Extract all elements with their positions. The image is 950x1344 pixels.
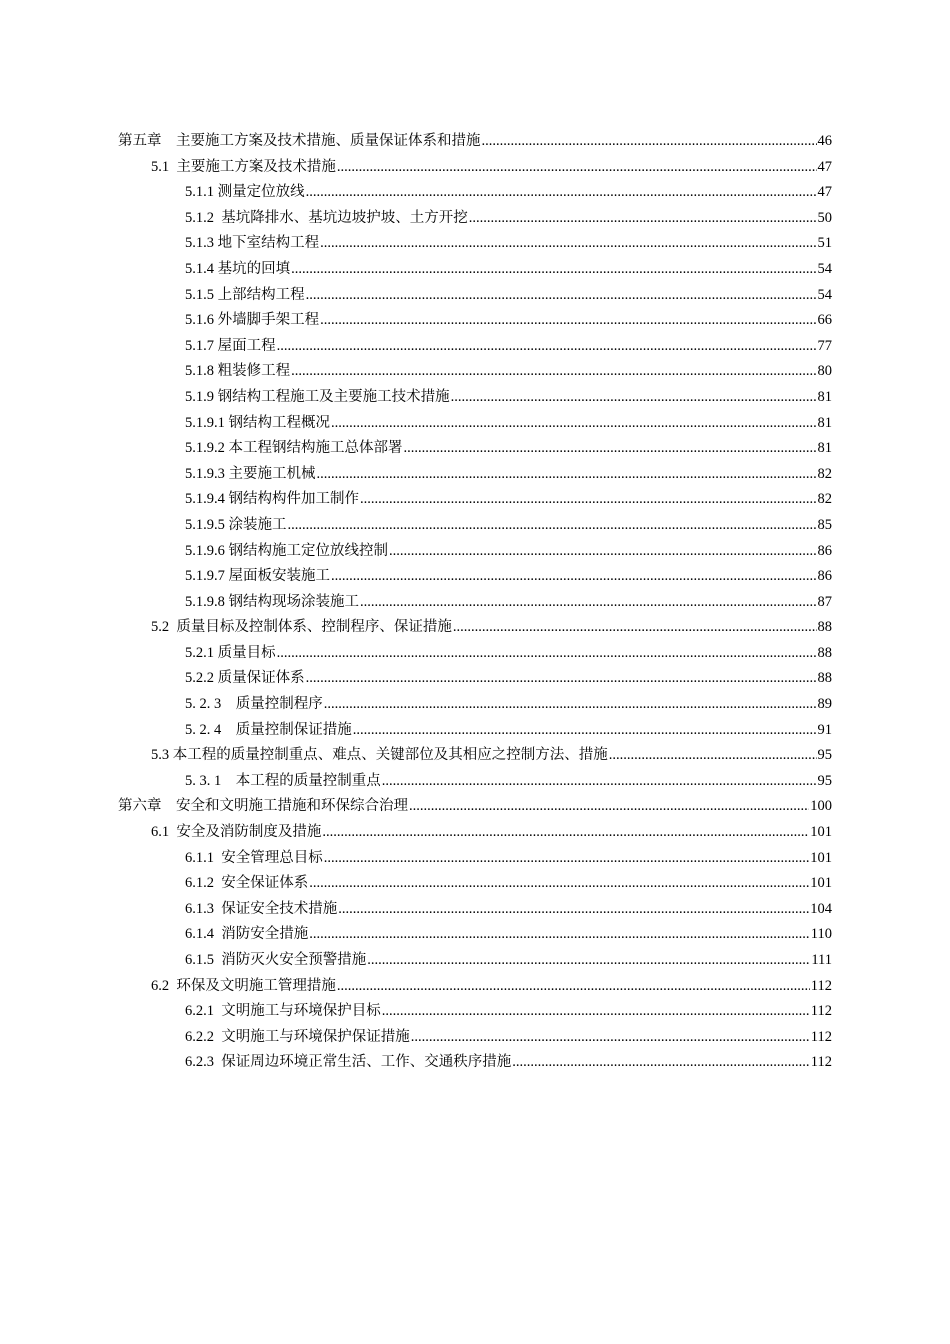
toc-entry-title: 5. 2. 3 质量控制程序: [185, 696, 323, 713]
toc-entry-page-number: 88: [817, 619, 832, 636]
toc-entry-title: 5.2.1 质量目标: [185, 644, 276, 661]
toc-entry-page-number: 81: [817, 414, 832, 431]
toc-entry-page-number: 86: [817, 568, 832, 585]
toc-dot-leader: [322, 820, 809, 846]
toc-dot-leader: [331, 564, 817, 590]
toc-entry-page-number: 111: [811, 952, 832, 968]
toc-entry-page-number: 95: [817, 772, 832, 789]
toc-entry-page-number: 86: [817, 542, 832, 559]
toc-entry[interactable]: [0, 974, 950, 1000]
toc-entry-title: 第六章 安全和文明施工措施和环保综合治理: [118, 798, 408, 815]
toc-entry-title: 6.1.3 保证安全技术措施: [185, 900, 338, 917]
toc-entry-page-number: 101: [810, 849, 832, 866]
toc-entry-page-number: 112: [810, 977, 832, 994]
toc-entry-page-number: 82: [817, 465, 832, 482]
toc-entry-page-number: 87: [817, 593, 832, 610]
toc-entry-page-number: 112: [810, 1054, 832, 1071]
toc-entry-page-number: 95: [817, 747, 832, 764]
toc-dot-leader: [482, 129, 817, 155]
toc-entry-title: 5.1.9.3 主要施工机械: [185, 465, 316, 482]
toc-entry-page-number: 80: [817, 363, 832, 380]
toc-entry-title: 5.1.1 测量定位放线: [185, 184, 305, 201]
toc-entry[interactable]: [0, 359, 950, 385]
toc-dot-leader: [309, 871, 809, 897]
toc-entry-title: 6.2.1 文明施工与环境保护目标: [185, 1003, 381, 1020]
toc-entry[interactable]: [0, 436, 950, 462]
toc-entry-page-number: 101: [810, 875, 832, 892]
toc-dot-leader: [512, 1050, 810, 1076]
toc-dot-leader: [382, 769, 817, 795]
toc-entry[interactable]: [0, 539, 950, 565]
toc-entry-title: 5.1.2 基坑降排水、基坑边坡护坡、土方开挖: [185, 209, 468, 226]
toc-entry[interactable]: [0, 846, 950, 872]
toc-entry-page-number: 50: [817, 209, 832, 226]
toc-dot-leader: [404, 436, 817, 462]
toc-dot-leader: [469, 206, 817, 232]
toc-entry-page-number: 81: [817, 388, 832, 405]
toc-entry-page-number: 51: [817, 235, 832, 252]
toc-entry[interactable]: [0, 564, 950, 590]
toc-entry[interactable]: [0, 1050, 950, 1076]
toc-entry-title: 5.1.9.8 钢结构现场涂装施工: [185, 593, 359, 610]
toc-entry-title: 5.1.9 钢结构工程施工及主要施工技术措施: [185, 388, 450, 405]
toc-entry-page-number: 104: [810, 900, 832, 917]
toc-entry-title: 5.3 本工程的质量控制重点、难点、关键部位及其相应之控制方法、措施: [151, 747, 608, 764]
toc-entry-title: 5.1.9.1 钢结构工程概况: [185, 414, 330, 431]
toc-dot-leader: [338, 897, 809, 923]
toc-entry-page-number: 110: [810, 926, 832, 943]
toc-entry[interactable]: [0, 948, 950, 974]
toc-entry[interactable]: [0, 462, 950, 488]
toc-dot-leader: [291, 257, 816, 283]
toc-entry-title: 5.1.9.7 屋面板安装施工: [185, 568, 330, 585]
toc-entry-title: 5.2.2 质量保证体系: [185, 670, 305, 687]
toc-dot-leader: [389, 539, 817, 565]
toc-entry[interactable]: [0, 590, 950, 616]
toc-entry[interactable]: [0, 206, 950, 232]
toc-entry-title: 5.1.8 粗装修工程: [185, 363, 291, 380]
toc-entry[interactable]: [0, 871, 950, 897]
toc-entry-title: 5.1.9.5 涂装施工: [185, 516, 287, 533]
toc-entry-page-number: 88: [817, 670, 832, 687]
toc-entry-title: 5.1.6 外墙脚手架工程: [185, 312, 320, 329]
toc-entry-title: 6.1.2 安全保证体系: [185, 875, 309, 892]
toc-dot-leader: [451, 385, 817, 411]
toc-entry-title: 6.1 安全及消防制度及措施: [151, 824, 322, 841]
toc-entry[interactable]: [0, 615, 950, 641]
toc-dot-leader: [360, 590, 817, 616]
toc-dot-leader: [331, 411, 817, 437]
toc-entry[interactable]: [0, 666, 950, 692]
toc-dot-leader: [324, 692, 817, 718]
toc-entry[interactable]: [0, 820, 950, 846]
toc-entry-title: 5.1.7 屋面工程: [185, 337, 276, 354]
toc-entry[interactable]: [0, 692, 950, 718]
toc-entry-page-number: 91: [817, 721, 832, 738]
toc-entry-page-number: 46: [817, 133, 832, 149]
toc-entry-page-number: 89: [817, 696, 832, 713]
toc-entry-page-number: 85: [817, 516, 832, 533]
toc-entry-page-number: 77: [817, 337, 832, 354]
toc-entry[interactable]: [0, 794, 950, 820]
toc-entry-title: 5.1.3 地下室结构工程: [185, 235, 320, 252]
toc-entry-page-number: 100: [810, 798, 832, 815]
toc-dot-leader: [291, 359, 816, 385]
toc-entry[interactable]: [0, 1025, 950, 1051]
toc-dot-leader: [320, 231, 816, 257]
toc-entry-title: 6.2.2 文明施工与环境保护保证措施: [185, 1028, 410, 1045]
toc-entry-page-number: 54: [817, 286, 832, 303]
toc-dot-leader: [317, 462, 817, 488]
toc-dot-leader: [411, 1025, 810, 1051]
toc-entry-title: 5.1 主要施工方案及技术措施: [151, 158, 336, 175]
toc-entry-page-number: 112: [810, 1003, 832, 1020]
toc-dot-leader: [306, 180, 817, 206]
toc-entry-page-number: 47: [817, 158, 832, 175]
toc-entry-title: 5.2 质量目标及控制体系、控制程序、保证措施: [151, 619, 452, 636]
toc-entry[interactable]: [0, 897, 950, 923]
toc-entry-title: 5.1.4 基坑的回填: [185, 260, 291, 277]
toc-dot-leader: [320, 308, 816, 334]
toc-dot-leader: [306, 283, 817, 309]
toc-entry[interactable]: [0, 231, 950, 257]
toc-dot-leader: [609, 743, 817, 769]
toc-entry-title: 5.1.5 上部结构工程: [185, 286, 305, 303]
toc-entry-title: 6.1.5 消防灭火安全预警措施: [185, 952, 367, 968]
toc-entry[interactable]: [0, 411, 950, 437]
toc-entry[interactable]: [0, 743, 950, 769]
toc-entry[interactable]: [0, 922, 950, 948]
toc-entry-title: 5. 3. 1 本工程的质量控制重点: [185, 772, 381, 789]
toc-entry-page-number: 54: [817, 260, 832, 277]
toc-dot-leader: [409, 794, 809, 820]
toc-entry[interactable]: [0, 385, 950, 411]
toc-dot-leader: [288, 513, 817, 539]
toc-entry-page-number: 47: [817, 184, 832, 201]
toc-dot-leader: [306, 666, 817, 692]
toc-entry-title: 5.1.9.2 本工程钢结构施工总体部署: [185, 440, 403, 457]
toc-entry-page-number: 82: [817, 491, 832, 508]
toc-entry-title: 5. 2. 4 质量控制保证措施: [185, 721, 352, 738]
toc-entry-page-number: 66: [817, 312, 832, 329]
toc-dot-leader: [324, 846, 810, 872]
toc-entry-title: 5.1.9.4 钢结构构件加工制作: [185, 491, 359, 508]
toc-dot-leader: [277, 641, 817, 667]
toc-entry-page-number: 81: [817, 440, 832, 457]
toc-dot-leader: [382, 999, 810, 1025]
toc-entry[interactable]: [0, 180, 950, 206]
toc-entry[interactable]: [0, 999, 950, 1025]
toc-entry-title: 第五章 主要施工方案及技术措施、质量保证体系和措施: [118, 133, 481, 149]
toc-entry[interactable]: [0, 308, 950, 334]
toc-entry[interactable]: [0, 283, 950, 309]
toc-entry-title: 6.1.4 消防安全措施: [185, 926, 309, 943]
toc-dot-leader: [277, 334, 817, 360]
toc-dot-leader: [337, 974, 810, 1000]
toc-dot-leader: [353, 718, 817, 744]
toc-entry-page-number: 101: [810, 824, 832, 841]
toc-entry[interactable]: [0, 334, 950, 360]
toc-entry[interactable]: [0, 155, 950, 181]
toc-entry-title: 5.1.9.6 钢结构施工定位放线控制: [185, 542, 388, 559]
toc-dot-leader: [309, 922, 810, 948]
toc-dot-leader: [367, 948, 810, 974]
toc-entry-title: 6.1.1 安全管理总目标: [185, 849, 323, 866]
toc-entry[interactable]: [0, 129, 950, 155]
toc-entry[interactable]: [0, 641, 950, 667]
toc-entry[interactable]: [0, 257, 950, 283]
toc-entry-page-number: 88: [817, 644, 832, 661]
toc-entry-title: 6.2 环保及文明施工管理措施: [151, 977, 336, 994]
toc-entry[interactable]: [0, 718, 950, 744]
toc-entry[interactable]: [0, 513, 950, 539]
toc-dot-leader: [453, 615, 817, 641]
toc-entry-title: 6.2.3 保证周边环境正常生活、工作、交通秩序措施: [185, 1054, 512, 1071]
toc-entry[interactable]: [0, 769, 950, 795]
toc-dot-leader: [360, 487, 817, 513]
table-of-contents: [0, 129, 950, 1076]
toc-dot-leader: [337, 155, 817, 181]
toc-entry[interactable]: [0, 487, 950, 513]
toc-entry-page-number: 112: [810, 1028, 832, 1045]
